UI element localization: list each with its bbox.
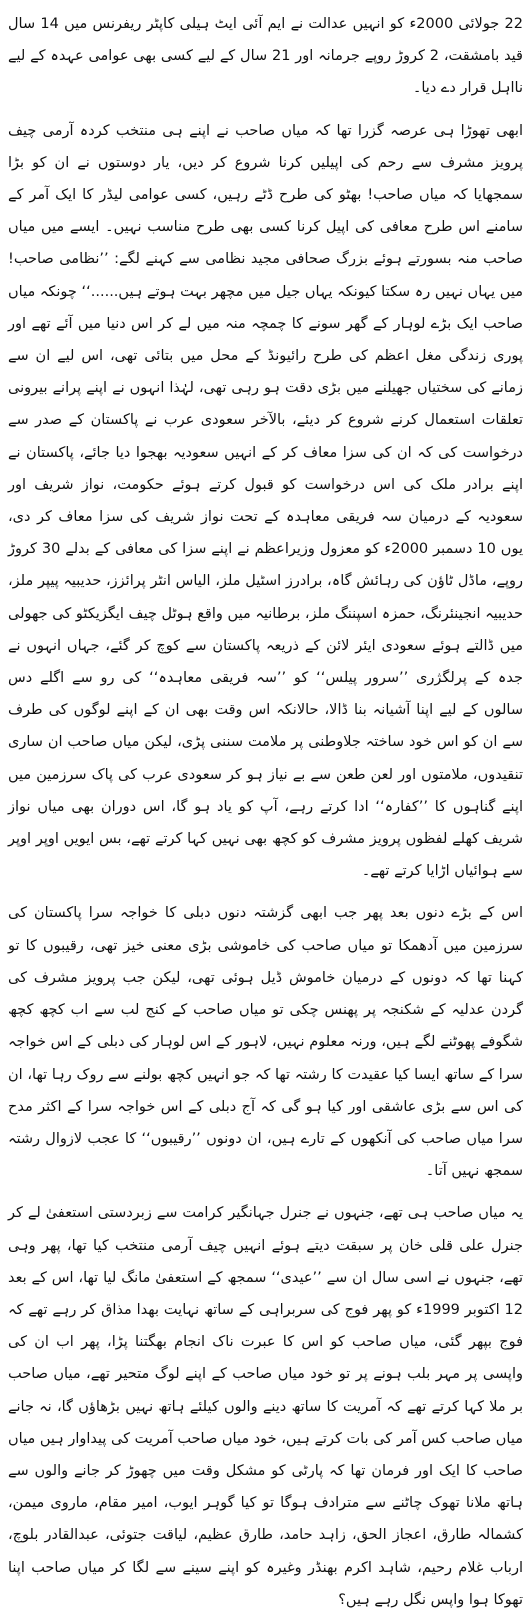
article-paragraph-1: 22 جولائی 2000ء کو انہیں عدالت نے ایم آئی ایٹ ہیلی کاپٹر ریفرنس میں 14 سال قید بامشقت، 2 کروڑ روپے جرمانہ اور 21 سال کے لیے کسی بھی عوامی عہدہ کے لیے نااہل قرار دے دیا۔ — [8, 16, 523, 97]
urdu-article — [8, 8, 523, 1616]
article-paragraph-4: یہ میاں صاحب ہی تھے، جنہوں نے جنرل جہانگیر کرامت سے زبردستی استعفیٰ لے کر جنرل علی قلی خان پر سبقت دیتے ہوئے انہیں چیف آرمی منتخب کیا تھا، پھر وہی تھے، جنہوں نے اسی سال ان سے ’’عیدی‘‘ سمجھ کے استعفیٰ مانگ لیا تھا، اس کے بعد 12 اکتوبر 1999ء کو پھر فوج کی سربراہی کے ساتھ نہایت بھدا مذاق کر رہے تھے کہ فوج بپھر گئی، میاں صاحب کو اس کا عبرت ناک انجام بھگتنا پڑا، پھر اب ان کی واپسی پر مہر بلب ہونے پر تو خود میاں صاحب کے اپنے لوگ متحیر تھے، میاں صاحب بر ملا کہا کرتے تھے کہ آمریت کا ساتھ دینے والوں کیلئے ہاتھ نہیں بڑھاؤں گا، نہ جانے میاں صاحب کس آمر کی بات کرتے ہیں، خود میاں صاحب آمریت کی پیداوار ہیں میاں صاحب کا ایک اور فرمان تھا کہ پارٹی کو مشکل وقت میں چھوڑ کر جانے والوں سے ہاتھ ملانا تھوک چاٹنے سے مترادف ہوگا تو کیا گوہر ایوب، امیر مقام، ماروی میمن، کشمالہ طارق، اعجاز الحق، زاہد حامد، طارق عظیم، لیاقت جتوئی، عبدالقادر بلوچ، ارباب غلام رحیم، شاہد اکرم بھنڈر وغیرہ کو اپنے سینے سے لگا کر میاں صاحب اپنا تھوکا ہوا واپس نگل رہے ہیں؟ — [8, 1205, 523, 1608]
article-paragraph-3: اس کے بڑے دنوں بعد پھر جب ابھی گزشتہ دنوں دبلی کا خواجہ سرا پاکستان کی سرزمین میں آدھمکا تو میاں صاحب کی خاموشی بڑی معنی خیز تھی، رقیبوں کا تو کہنا تھا کہ دونوں کے درمیان خاموش ڈیل ہوئی تھی، لیکن جب پرویز مشرف کی گردن عدلیہ کے شکنجہ پر پھنس چکی تو میاں صاحب کے کنج لب سے اب کچھ کچھ شگوفے پھوٹنے لگے ہیں، ورنہ معلوم نہیں، لاہور کے اس لوہار کی دبلی کے اس خواجہ سرا کے ساتھ ایسا کیا عقیدت کا رشتہ تھا کہ جو انہیں کچھ بولنے سے روک رہا تھا، ان کی اس سے بڑی عاشقی اور کیا ہو گی کہ آج دبلی کے اس خواجہ سرا کے اکثر مدح سرا میاں صاحب کی آنکھوں کے تارے ہیں، ان دونوں ’’رقیبوں‘‘ کا عجب لازوال رشتہ سمجھ نہیں آتا۔ — [8, 905, 523, 1180]
article-paragraph-2: ابھی تھوڑا ہی عرصہ گزرا تھا کہ میاں صاحب نے اپنے ہی منتخب کردہ آرمی چیف پرویز مشرف سے رحم کی اپیلیں کرنا شروع کر دیں، یار دوستوں نے ان کو بڑا سمجھایا کہ میاں صاحب! بھٹو کی طرح ڈٹے رہیں، کسی عوامی لیڈر کا ایک آمر کے سامنے اس طرح معافی کی اپیل کرنا کسی بھی طرح مناسب نہیں۔ ایسے میں میاں صاحب منہ بسورتے ہوئے بزرگ صحافی مجید نظامی سے کہنے لگے: ’’نظامی صاحب! میں یہاں نہیں رہ سکتا کیونکہ یہاں جیل میں مچھر بہت ہوتے ہیں......‘‘ چونکہ میاں صاحب ایک بڑے لوہار کے گھر سونے کا چمچہ منہ میں لے کر اس دنیا میں آئے تھے اور پوری زندگی مغل اعظم کی طرح رائیونڈ کے محل میں بتائی تھی، اس لیے ان سے زمانے کی سختیاں جھیلنے میں بڑی دقت ہو رہی تھی، لہٰذا انہوں نے اپنے پرانے بیرونی تعلقات استعمال کرنے شروع کر دیئے، بالآخر سعودی عرب نے پاکستان کے صدر سے درخواست کی کہ ان کی سزا معاف کر کے انہیں سعودیہ بھجوا دیا جائے، پاکستان نے اپنے برادر ملک کی اس درخواست کو قبول کرتے ہوئے حکومت، نواز شریف اور سعودیہ کے درمیان سہ فریقی معاہدہ کے تحت نواز شریف کی سزا معاف کر دی، یوں 10 دسمبر 2000ء کو معزول وزیراعظم نے اپنے سزا کی معافی کے بدلے 30 کروڑ روپے، ماڈل ٹاؤن کی رہائش گاہ، برادرز اسٹیل ملز، الیاس انٹر پرائزز، حدیبیہ پیپر ملز، حدیبیہ انجینئرنگ، حمزہ اسپننگ ملز، برطانیہ میں واقع ہوٹل چیف ایگزیکٹو کی جھولی میں ڈالتے ہوئے سعودی ایئر لائن کے ذریعہ پاکستان سے کوچ کر گئے، جہاں انہوں نے جدہ کے پرلگژری ’’سرور پیلس‘‘ کو ’’سہ فریقی معاہدہ‘‘ کی رو سے اگلے دس سالوں کے لیے اپنا آشیانہ بنا ڈالا، حالانکہ اس وقت بھی ان کے اپنے لوگوں کی طرف سے ان کو اس خود ساختہ جلاوطنی پر ملامت سننی پڑی، لیکن میاں صاحب ان ساری تنقیدوں، ملامتوں اور لعن طعن سے بے نیاز ہو کر سعودی عرب کی پاک سرزمین میں اپنے گناہوں کا ’’کفارہ‘‘ ادا کرتے رہے، آپ کو یاد ہو گا، اس دوران بھی میاں نواز شریف کھلے لفظوں پرویز مشرف کو کچھ بھی نہیں کہا کرتے تھے، بس ایویں اوپر اوپر سے ہوائیاں اڑایا کرتے تھے۔ — [8, 122, 523, 880]
